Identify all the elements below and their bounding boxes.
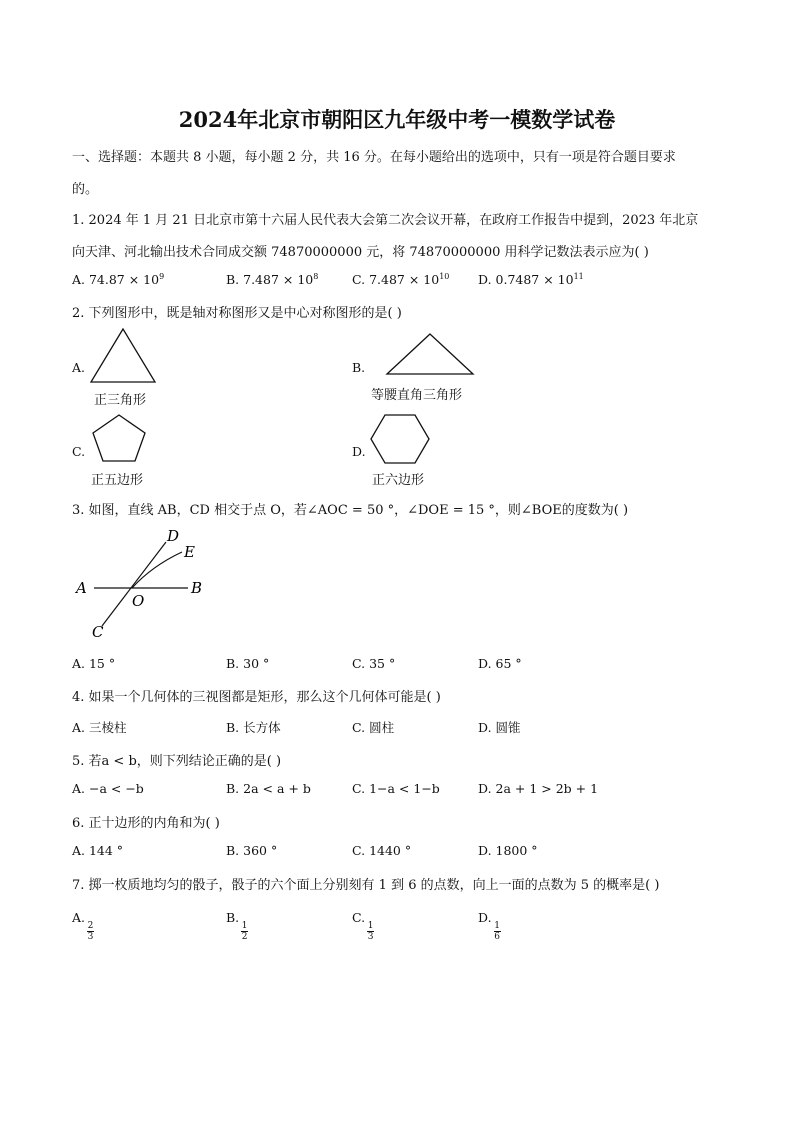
q4-option-b: B. 长方体 (226, 720, 281, 735)
q7-option-a: A. $\frac{2}{3}$ (72, 910, 94, 942)
q6-stem: 6. 正十边形的内角和为( ) (72, 816, 220, 831)
isosceles-right-triangle-figure (384, 331, 476, 377)
point-e-label: E (184, 543, 195, 561)
q4-option-d: D. 圆锥 (478, 720, 521, 735)
q6-option-a: A. 144 ° (72, 843, 124, 858)
q1-stem-line1: 1. 2024 年 1 月 21 日北京市第十六届人民代表大会第二次会议开幕，在政府工作报告中提到，2023 年北京 (72, 213, 699, 228)
q7-option-c: C. $\frac{1}{3}$ (352, 910, 374, 942)
page-title: 2024年北京市朝阳区九年级中考一模数学试卷 (178, 107, 616, 132)
q2-stem: 2. 下列图形中，既是轴对称图形又是中心对称图形的是( ) (72, 306, 402, 321)
q5-option-d: D. 2a + 1 > 2b + 1 (478, 781, 599, 796)
q3-option-d: D. 65 ° (478, 656, 522, 671)
q1-stem-line2: 向天津、河北输出技术合同成交额 74870000000 元，将 74870000000 用科学记数法表示应为( ) (72, 245, 649, 260)
intersecting-lines-figure (70, 526, 210, 642)
q4-option-a: A. 三棱柱 (72, 720, 127, 735)
q6-option-c: C. 1440 ° (352, 843, 412, 858)
q4-option-c: C. 圆柱 (352, 720, 395, 735)
q7-option-b: B. $\frac{1}{2}$ (226, 910, 248, 942)
point-c-label: C (92, 623, 104, 641)
regular-hexagon-figure (368, 412, 432, 466)
q1-option-c: C. $7.487 \times 10^{10}$ (352, 272, 450, 287)
fraction: $\frac{1}{3}$ (367, 921, 374, 942)
q1-option-a: A. $74.87 \times 10^9$ (72, 272, 165, 287)
q5-option-b: B. 2a < a + b (226, 781, 311, 796)
point-a-label: A (76, 579, 87, 597)
q2-option-b-letter: B. (352, 360, 366, 375)
q2-option-c-letter: C. (72, 444, 86, 459)
fraction: $\frac{2}{3}$ (87, 921, 94, 942)
q5-option-a: A. −a < −b (72, 781, 144, 796)
q3-option-c: C. 35 ° (352, 656, 396, 671)
q2-option-a-caption: 正三角形 (94, 393, 147, 408)
q5-option-c: C. 1−a < 1−b (352, 781, 440, 796)
q1-option-d: D. $0.7487 \times 10^{11}$ (478, 272, 584, 287)
regular-pentagon-figure (88, 412, 150, 464)
q3-option-a: A. 15 ° (72, 656, 116, 671)
q1-option-b: B. $7.487 \times 10^8$ (226, 272, 319, 287)
q2-option-d-letter: D. (352, 444, 366, 459)
point-b-label: B (191, 579, 203, 597)
q5-stem: 5. 若a < b，则下列结论正确的是( ) (72, 754, 282, 769)
q7-option-d: D. $\frac{1}{6}$ (478, 910, 500, 942)
fraction: $\frac{1}{6}$ (494, 921, 500, 942)
point-o-label: O (132, 592, 145, 610)
equilateral-triangle-figure (86, 326, 162, 386)
section-instructions-line1: 一、选择题：本题共 8 小题，每小题 2 分，共 16 分。在每小题给出的选项中，只有一项是符合题目要求 (72, 150, 676, 165)
section-instructions-line2: 的。 (72, 182, 99, 197)
q2-option-c-caption: 正五边形 (91, 473, 144, 488)
q2-option-b-caption: 等腰直角三角形 (371, 388, 463, 403)
q4-stem: 4. 如果一个几何体的三视图都是矩形，那么这个几何体可能是( ) (72, 690, 441, 705)
q2-option-d-caption: 正六边形 (372, 473, 425, 488)
q3-option-b: B. 30 ° (226, 656, 270, 671)
q7-stem: 7. 掷一枚质地均匀的骰子，骰子的六个面上分别刻有 1 到 6 的点数，向上一面的点数为 5 的概率是( ) (72, 878, 660, 893)
q6-option-b: B. 360 ° (226, 843, 278, 858)
q3-stem: 3. 如图，直线 AB，CD 相交于点 O，若∠AOC = 50 °，∠DOE = 15 °，则∠BOE的度数为( ) (72, 503, 629, 518)
q6-option-d: D. 1800 ° (478, 843, 538, 858)
point-d-label: D (167, 527, 180, 545)
fraction: $\frac{1}{2}$ (241, 921, 248, 942)
q2-option-a-letter: A. (72, 360, 86, 375)
